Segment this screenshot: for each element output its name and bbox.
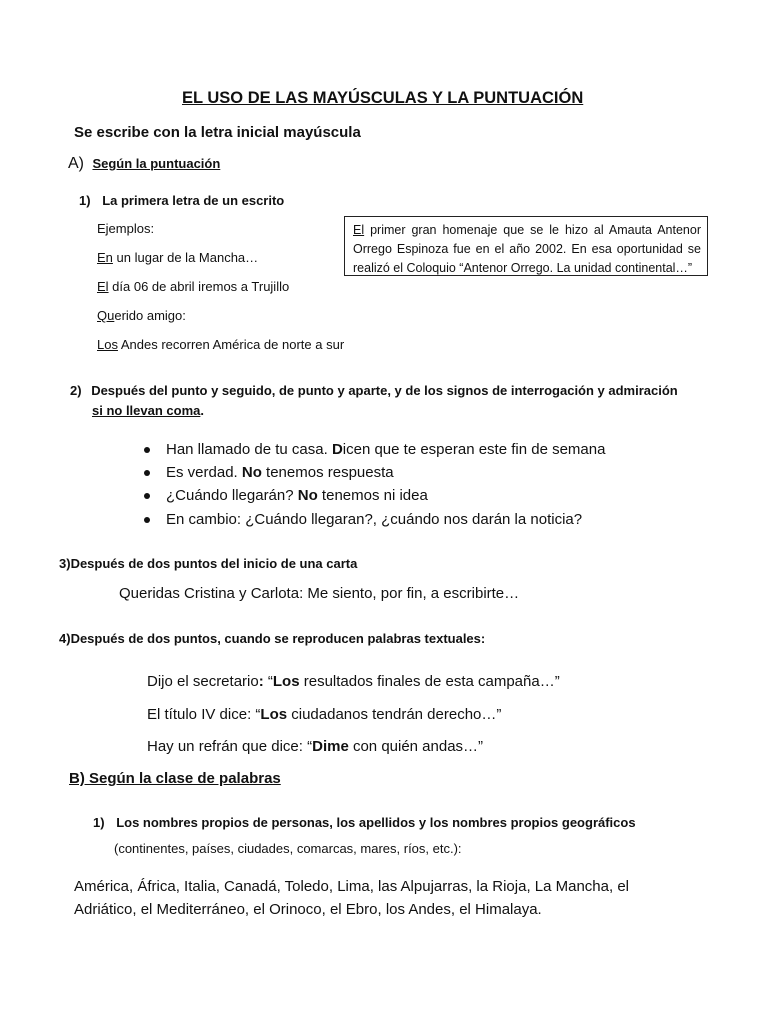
quote-1-post: resultados finales de esta campaña…” — [299, 673, 560, 690]
examples-label: Ejemplos: — [97, 221, 155, 236]
bullet-item — [166, 464, 394, 481]
example-4-cap: Los — [97, 337, 118, 352]
example-box-cap: El — [353, 223, 365, 237]
example-4 — [97, 337, 344, 352]
quote-2-cap: Los — [260, 706, 288, 723]
example-1 — [97, 250, 258, 265]
example-2 — [97, 279, 289, 294]
bullet-dot-icon — [144, 493, 150, 499]
page-title: EL USO DE LAS MAYÚSCULAS Y LA PUNTUACIÓN — [182, 89, 584, 107]
section-a-letter: A) — [68, 155, 84, 172]
example-2-rest: día 06 de abril iremos a Trujillo — [108, 279, 290, 294]
bullet-1-post: icen que te esperan este fin de semana — [342, 441, 606, 458]
item-1-text: La primera letra de un escrito — [102, 193, 285, 208]
quote-1-pre: Dijo el secretario — [147, 673, 259, 690]
item-3-example: Queridas Cristina y Carlota: Me siento, por fin, a escribirte… — [119, 585, 520, 602]
geographic-names-line-1: América, África, Italia, Canadá, Toledo, Lima, las Alpujarras, la Rioja, La Mancha, el — [74, 878, 629, 895]
quote-1-cap: Los — [272, 673, 300, 690]
bullet-item — [166, 511, 582, 528]
item-1-num: 1) — [79, 193, 91, 208]
example-1-cap: En — [97, 250, 113, 265]
quote-1-colon: : — [258, 673, 264, 690]
item-2-line2-end: . — [200, 403, 204, 418]
item-1 — [79, 193, 284, 208]
item-3-num: 3) — [59, 556, 71, 571]
item-3-text: Después de dos puntos del inicio de una carta — [70, 556, 358, 571]
item-2-line1: Después del punto y seguido, de punto y aparte, y de los signos de interrogación y admiración — [91, 383, 678, 398]
quote-1-mark: “ — [263, 673, 273, 690]
bullet-4-pre: En cambio: ¿Cuándo llegaran?, ¿cuándo nos darán la noticia? — [166, 511, 583, 528]
quote-3-pre: Hay un refrán que dice — [147, 738, 299, 755]
item-4-text: Después de dos puntos, cuando se reproducen palabras textuales: — [70, 631, 486, 646]
bullet-2-post: tenemos respuesta — [261, 464, 394, 481]
subtitle: Se escribe con la letra inicial mayúscula — [74, 124, 361, 141]
quote-2-mark: “ — [251, 706, 261, 723]
bullet-3-post: tenemos ni idea — [317, 487, 428, 504]
item-2-line2 — [92, 403, 204, 418]
bullet-2-cap: No — [241, 464, 262, 481]
bullet-3-pre: ¿Cuándo llegarán? — [166, 487, 298, 504]
quote-3-cap: Dime — [312, 738, 349, 755]
quote-3-mark: “ — [302, 738, 313, 755]
item-4-num: 4) — [59, 631, 71, 646]
example-1-rest: un lugar de la Mancha… — [112, 250, 259, 265]
example-3-rest: erido amigo: — [114, 308, 186, 323]
item-3 — [59, 556, 357, 571]
bullet-2-pre: Es verdad. — [166, 464, 242, 481]
bullet-1-cap: D — [331, 441, 343, 458]
section-b-item-1-num: 1) — [93, 815, 105, 830]
bullet-1-pre: Han llamado de tu casa. — [166, 441, 332, 458]
example-box — [344, 216, 708, 276]
section-b-item-1 — [93, 815, 636, 830]
quote-example-2 — [147, 706, 501, 723]
bullet-dot-icon — [144, 447, 150, 453]
section-a-title: Según la puntuación — [92, 156, 221, 171]
quote-example-3 — [147, 738, 483, 755]
section-b-item-1-text: Los nombres propios de personas, los apellidos y los nombres propios geográficos — [116, 815, 636, 830]
bullet-dot-icon — [144, 517, 150, 523]
quote-2-pre: El título IV dice — [147, 706, 248, 723]
example-box-text: primer gran homenaje que se le hizo al Amauta Antenor Orrego Espinoza fue en el año 2002. En esa oportunidad se realizó el Coloquio “Antenor Orrego. La unidad continental…” — [353, 223, 701, 275]
bullet-item — [166, 487, 428, 504]
quote-3-colon: : — [298, 738, 303, 755]
bullet-dot-icon — [144, 470, 150, 476]
example-3 — [97, 308, 186, 323]
geographic-names-line-2: Adriático, el Mediterráneo, el Orinoco, el Ebro, los Andes, el Himalaya. — [74, 901, 542, 918]
example-2-cap: El — [97, 279, 109, 294]
example-3-cap: Qu — [97, 308, 115, 323]
bullet-3-cap: No — [297, 487, 318, 504]
example-4-rest: Andes recorren América de norte a sur — [117, 337, 345, 352]
section-a-heading — [68, 155, 220, 173]
section-b-item-1-paren: (continentes, países, ciudades, comarcas, mares, ríos, etc.): — [114, 841, 462, 856]
item-2-num: 2) — [70, 383, 82, 398]
quote-2-post: ciudadanos tendrán derecho…” — [287, 706, 502, 723]
item-2 — [70, 383, 678, 398]
item-4 — [59, 631, 485, 646]
bullet-item — [166, 441, 605, 458]
quote-3-post: con quién andas…” — [348, 738, 484, 755]
item-2-line2-underlined: si no llevan coma — [92, 403, 201, 418]
quote-example-1 — [147, 673, 560, 690]
section-b-heading: B) Según la clase de palabras — [69, 770, 281, 787]
quote-2-colon: : — [247, 706, 252, 723]
